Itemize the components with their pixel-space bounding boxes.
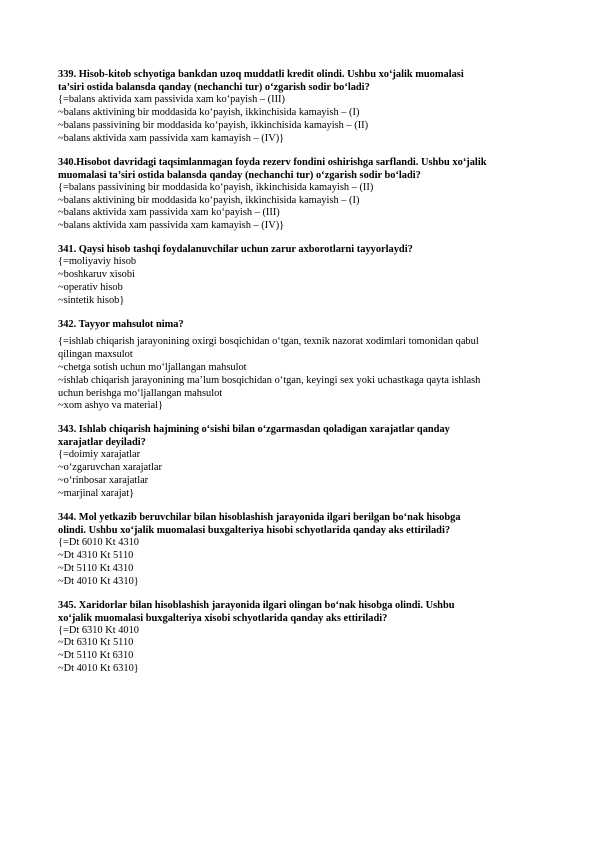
answer-option: ~balans passivining bir moddasida ko‘payish, ikkinchisida kamayish – (II) [58, 119, 369, 131]
question-341 [58, 243, 558, 308]
question-title: 343. Ishlab chiqarish hajmining o‘sishi bilan o‘zgarmasdan qoladigan xarajatlar qanday xarajatlar deyiladi? [58, 424, 450, 449]
answer-option: ~sintetik hisob} [58, 294, 125, 306]
answer-option: ~operativ hisob [58, 282, 123, 294]
answer-option: {=moliyaviy hisob [58, 256, 137, 268]
question-342 [58, 318, 558, 413]
answer-option: {=Dt 6010 Kt 4310 [58, 536, 139, 548]
answer-option: ~ishlab chiqarish jarayonining ma’lum bosqichidan o‘tgan, keyingi sex yoki uchastkaga qayta ishlash uchun berishga mo‘ljallangan mahsulot [58, 374, 481, 399]
answer-option: ~balans aktivining bir moddasida ko‘payish, ikkinchisida kamayish – (I) [58, 194, 360, 206]
answer-option: ~chetga sotish uchun mo‘ljallangan mahsulot [58, 361, 247, 373]
answer-option: ~balans aktivida xam passivida xam kamayish – (IV)} [58, 132, 285, 144]
answer-option: ~o‘zgaruvchan xarajatlar [58, 462, 162, 474]
answer-option: ~balans aktivida xam passivida xam ko‘payish – (III) [58, 207, 280, 219]
answer-option: ~Dt 6310 Kt 5110 [58, 637, 134, 649]
question-344 [58, 511, 558, 589]
question-title: 342. Tayyor mahsulot nima? [58, 318, 184, 330]
question-339 [58, 68, 558, 146]
question-title: 340.Hisobot davridagi taqsimlanmagan foyda rezerv fondini oshirishga sarflandi. Ushbu xo‘jalik muomalasi ta’siri ostida balansda qanday (nechanchi tur) o‘zgarish sodir bo‘ladi? [58, 156, 487, 181]
answer-option: ~Dt 4010 Kt 4310} [58, 575, 139, 587]
answer-option: ~Dt 4310 Kt 5110 [58, 549, 134, 561]
answer-option: {=ishlab chiqarish jarayonining oxirgi bosqichidan o‘tgan, texnik nazorat xodimlari tomonidan qabul qilingan maxsulot [58, 335, 479, 360]
answer-option: ~marjinal xarajat} [58, 488, 135, 500]
answer-option: ~boshkaruv xisobi [58, 269, 135, 281]
question-343 [58, 423, 558, 501]
question-title: 344. Mol yetkazib beruvchilar bilan hisoblashish jarayonida ilgari berilgan bo‘nak hisobga olindi. Ushbu xo‘jalik muomalasi buxgalteriya hisobi schyotlarida qanday aks ettiriladi? [58, 511, 461, 536]
question-345 [58, 599, 558, 677]
answer-option: ~xom ashyo va material} [58, 400, 163, 412]
answer-option: {=balans aktivida xam passivida xam ko‘payish – (III) [58, 94, 285, 105]
question-title: 341. Qaysi hisob tashqi foydalanuvchilar uchun zarur axborotlarni tayyorlaydi? [58, 244, 413, 256]
answer-option: {=balans passivining bir moddasida ko‘payish, ikkinchisida kamayish – (II) [58, 181, 374, 193]
answer-option: ~Dt 5110 Kt 6310 [58, 650, 134, 662]
answer-option: ~balans aktivining bir moddasida ko‘payish, ikkinchisida kamayish – (I) [58, 106, 360, 118]
answer-option: {=Dt 6310 Kt 4010 [58, 624, 139, 636]
question-340 [58, 156, 558, 234]
question-title: 345. Xaridorlar bilan hisoblashish jarayonida ilgari olingan bo‘nak hisobga olindi. Ushbu xo‘jalik muomalasi buxgalteriya xisobi schyotlarida qanday aks ettiriladi? [58, 599, 455, 624]
answer-option: ~Dt 4010 Kt 6310} [58, 663, 139, 675]
document-page [58, 68, 558, 686]
answer-option: ~o‘rinbosar xarajatlar [58, 475, 149, 487]
answer-option: ~Dt 5110 Kt 4310 [58, 562, 134, 574]
answer-option: {=doimiy xarajatlar [58, 449, 141, 461]
answer-option: ~balans aktivida xam passivida xam kamayish – (IV)} [58, 220, 285, 232]
question-title: 339. Hisob-kitob schyotiga bankdan uzoq muddatli kredit olindi. Ushbu xo‘jalik muomalasi ta’siri ostida balansda qanday (nechanchi tur) o‘zgarish sodir bo‘ladi? [58, 69, 464, 93]
